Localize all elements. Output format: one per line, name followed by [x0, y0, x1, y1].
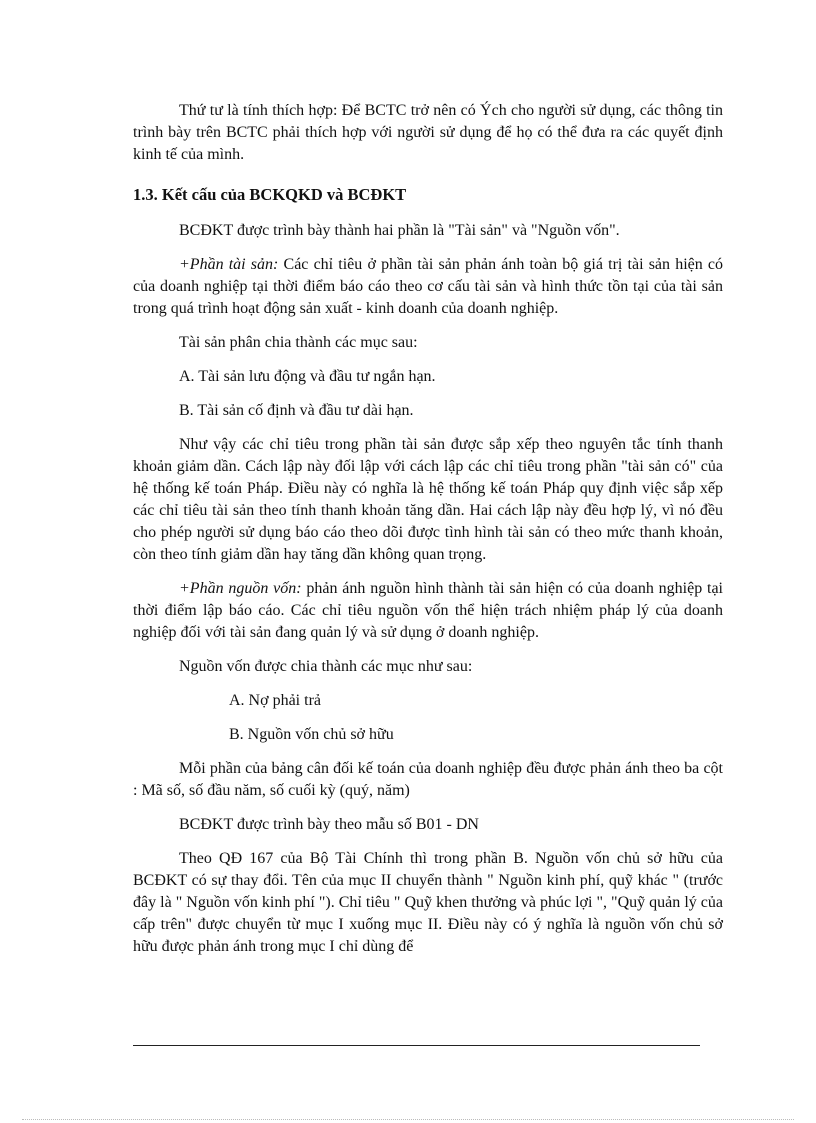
list-item-liabilities: A. Nợ phải trả	[229, 692, 321, 709]
capital-text: phản ánh nguồn hình thành tài sản hiện có của doanh nghiệp tại thời điểm lập báo cáo. Các chỉ tiêu nguồn vốn thể hiện trách nhiệm pháp lý của doanh nghiệp đối với tài sản đang quản lý và sử dụng ở doanh nghiệp.	[133, 580, 724, 641]
paragraph-form: BCĐKT được trình bày theo mẫu số B01 - DN	[179, 816, 479, 833]
paragraph-capital-list-intro: Nguồn vốn được chia thành các mục như sau:	[179, 658, 473, 675]
list-item-fixed-assets: B. Tài sản cố định và đầu tư dài hạn.	[179, 402, 414, 419]
paragraph-assets-list-intro: Tài sản phân chia thành các mục sau:	[179, 334, 418, 351]
paragraph-liquidity: Như vậy các chỉ tiêu trong phần tài sản được sắp xếp theo nguyên tắc tính thanh khoản giảm dần. Cách lập này đối lập với cách lập các chỉ tiêu trong phần "tài sản có" của hệ thống kế toán Pháp. Điều này có nghĩa là hệ thống kế toán Pháp quy định việc sắp xếp các chỉ tiêu tài sản theo tính thanh khoản tăng dần. Hai cách lập này đều hợp lý, vì nó đều cho phép người sử dụng báo cáo theo dõi được tình hình tài sản có theo mức thanh khoản, còn theo tính giảm dần hay tăng dần không quan trọng.	[133, 436, 723, 563]
paragraph-assets	[133, 254, 723, 320]
section-heading: 1.3. Kết cấu của BCKQKD và BCĐKT	[133, 185, 407, 204]
list-item-current-assets: A. Tài sản lưu động và đầu tư ngắn hạn.	[179, 368, 436, 385]
paragraph-capital	[133, 578, 723, 644]
list-item-equity: B. Nguồn vốn chủ sở hữu	[229, 726, 394, 743]
capital-label: +Phần nguồn vốn:	[179, 580, 302, 597]
paragraph-structure-intro: BCĐKT được trình bày thành hai phần là "Tài sản" và "Nguồn vốn".	[179, 222, 620, 239]
paragraph-relevance: Thứ tư là tính thích hợp: Để BCTC trở nên có Ých cho người sử dụng, các thông tin trình bày trên BCTC phải thích hợp với người sử dụng để họ có thể đưa ra các quyết định kinh tế của mình.	[133, 102, 723, 163]
document-page	[133, 100, 723, 970]
page-edge-divider	[22, 1119, 794, 1120]
assets-label: +Phần tài sản:	[179, 256, 279, 273]
paragraph-columns: Mỗi phần của bảng cân đối kế toán của doanh nghiệp đều được phản ánh theo ba cột : Mã số, số đầu năm, số cuối kỳ (quý, năm)	[133, 760, 723, 799]
assets-text: Các chỉ tiêu ở phần tài sản phản ánh toàn bộ giá trị tài sản hiện có của doanh nghiệp tại thời điểm báo cáo theo cơ cấu tài sản và hình thức tồn tại của tài sản trong quá trình hoạt động sản xuất - kinh doanh của doanh nghiệp.	[133, 256, 724, 317]
paragraph-decision-167: Theo QĐ 167 của Bộ Tài Chính thì trong phần B. Nguồn vốn chủ sở hữu của BCĐKT có sự thay đổi. Tên của mục II chuyển thành " Nguồn kinh phí, quỹ khác " (trước đây là " Nguồn vốn kinh phí "). Chỉ tiêu " Quỹ khen thưởng và phúc lợi ", "Quỹ quản lý của cấp trên" được chuyển từ mục I xuống mục II. Điều này có ý nghĩa là nguồn vốn chủ sở hữu được phản ánh trong mục I chỉ dùng để	[133, 850, 723, 955]
footer-rule	[133, 1045, 700, 1046]
